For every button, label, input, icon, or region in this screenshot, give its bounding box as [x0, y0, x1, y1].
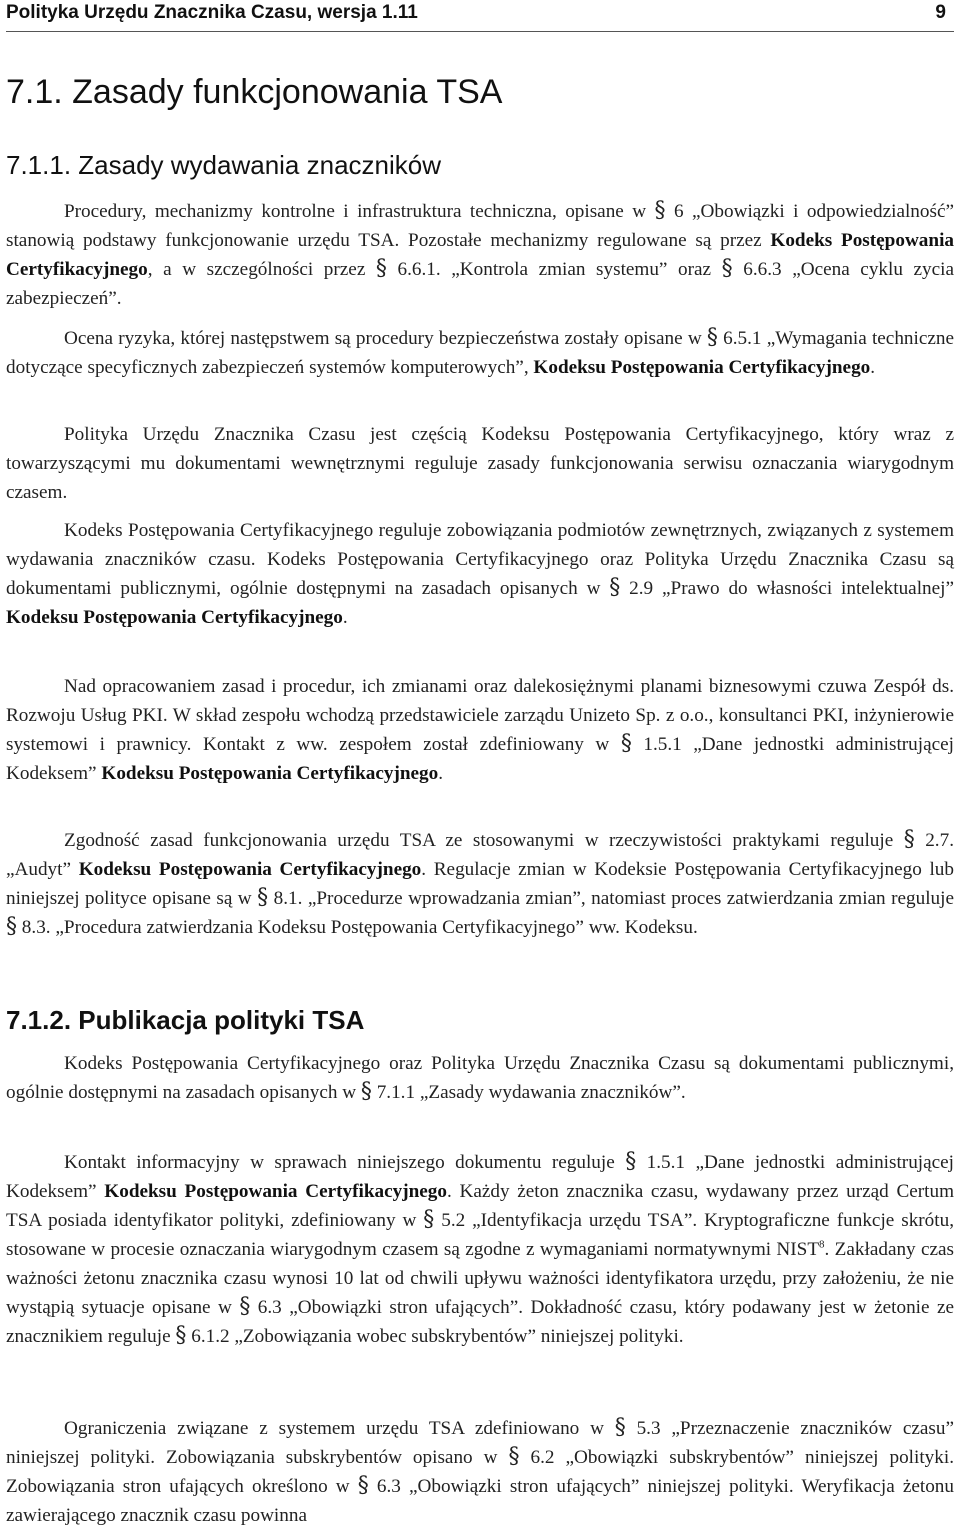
document-reference: Kodeks Postępowania Certyfikacyjnego — [6, 230, 954, 280]
document-reference: Kodeksu Postępowania Certyfikacyjnego — [78, 859, 422, 880]
header-divider — [6, 31, 954, 32]
section-sign: § — [609, 575, 621, 600]
section-sign: § — [6, 914, 17, 939]
paragraph: Kodeks Postępowania Certyfikacyjnego oraz Polityka Urzędu Znacznika Czasu są dokumentami publicznymi, ogólnie dostępnymi na zasadach opisanych w § 7.1.1 „Zasady wydawania znaczników”. — [6, 1053, 954, 1104]
paragraph: Procedury, mechanizmy kontrolne i infrastruktura techniczna, opisane w § 6 „Obowiązki i odpowiedzialność” stanowią podstawy funkcjonowanie urzędu TSA. Pozostałe mechanizmy regulowane są przez Kodeks Postępowania Certyfikacyjnego, a w szczególności przez § 6.6.1. „Kontrola zmian systemu” oraz § 6.6.3 „Ocena cyklu zycia zabezpieczeń”. — [6, 198, 954, 309]
section-sign: § — [721, 256, 733, 281]
paragraph: Kontakt informacyjny w sprawach niniejszego dokumentu reguluje § 1.5.1 „Dane jednostki administrującej Kodeksem” Kodeksu Postępowania Certyfikacyjnego. Każdy żeton znacznika czasu, wydawany przez urząd Certum TSA posiada identyfikator polityki, zdefiniowany w § 5.2 „Identyfikacja urzędu TSA”. Kryptograficzne funkcje skrótu, stosowane w procesie oznaczania wiarygodnym czasem są zgodne z wymaganiami normatywnymi NIST$^8$. Zakładany czas ważności żetonu znacznika czasu wynosi 10 lat od chwili upływu ważności identyfikatora urzędu, przy założeniu, że nie wystąpią sytuacje opisane w § 6.3 „Obowiązki stron ufających”. Dokładność czasu, który podawany jest w żetonie ze znacznikiem reguluje § 6.1.2 „Zobowiązania wobec subskrybentów” niniejszej polityki. — [6, 1149, 954, 1348]
paragraph: Kodeks Postępowania Certyfikacyjnego reguluje zobowiązania podmiotów zewnętrznych, związanych z systemem wydawania znaczników czasu. Kodeks Postępowania Certyfikacyjnego oraz Polityka Urzędu Znacznika Czasu są dokumentami publicznymi, ogólnie dostępnymi na zasadach opisanych w § 2.9 „Prawo do własności intelektualnej” Kodeksu Postępowania Certyfikacyjnego. — [6, 520, 954, 628]
section-sign: § — [614, 1415, 626, 1440]
running-header-title: Polityka Urzędu Znacznika Czasu, wersja 1.11 — [6, 2, 418, 23]
section-sign: § — [903, 827, 915, 852]
paragraph: Polityka Urzędu Znacznika Czasu jest częścią Kodeksu Postępowania Certyfikacyjnego, który wraz z towarzyszącymi mu dokumentami wewnętrznymi reguluje zasady funkcjonowania serwisu oznaczania wiarygodnym czasem. — [6, 424, 954, 503]
paragraph: Ocena ryzyka, której następstwem są procedury bezpieczeństwa zostały opisane w § 6.5.1 „Wymagania techniczne dotyczące specyficznych zabezpieczeń systemów komputerowych”, Kodeksu Postępowania Certyfikacyjnego. — [6, 325, 954, 378]
section-sign: § — [375, 256, 387, 281]
paragraph: Zgodność zasad funkcjonowania urzędu TSA ze stosowanymi w rzeczywistości praktykami reguluje § 2.7. „Audyt” Kodeksu Postępowania Certyfikacyjnego. Regulacje zmian w Kodeksie Postępowania Certyfikacyjnego lub niniejszej polityce opisane są w § 8.1. „Procedurze wprowadzania zmian”, natomiast proces zatwierdzania zmian reguluje § 8.3. „Procedura zatwierdzania Kodeksu Postępowania Certyfikacyjnego” ww. Kodeksu. — [6, 827, 954, 939]
section-sign: § — [239, 1294, 251, 1319]
section-sign: § — [423, 1207, 435, 1232]
section-sign: § — [360, 1079, 372, 1104]
section-sign: § — [357, 1473, 369, 1498]
footnote-marker: 8 — [819, 1238, 825, 1251]
paragraph: Nad opracowaniem zasad i procedur, ich zmianami oraz dalekosiężnymi planami biznesowymi czuwa Zespół ds. Rozwoju Usług PKI. W skład zespołu wchodzą przedstawiciele zarządu Unizeto Sp. z o.o., konsultanci PKI, inżynierowie systemowi i prawnicy. Kontakt z ww. zespołem został zdefiniowany w § 1.5.1 „Dane jednostki administrującej Kodeksem” Kodeksu Postępowania Certyfikacyjnego. — [6, 676, 954, 784]
document-reference: Kodeksu Postępowania Certyfikacyjnego — [101, 763, 439, 784]
section-sign: § — [620, 731, 632, 756]
subsection-heading-7-1-2: 7.1.2. Publikacja polityki TSA — [6, 1005, 365, 1035]
document-reference: Kodeksu Postępowania Certyfikacyjnego — [104, 1181, 447, 1202]
section-sign: § — [654, 198, 666, 223]
section-sign: § — [625, 1149, 637, 1174]
document-reference: Kodeksu Postępowania Certyfikacyjnego — [6, 607, 343, 628]
paragraph: Ograniczenia związane z systemem urzędu TSA zdefiniowano w § 5.3 „Przeznaczenie znaczników czasu” niniejszej polityki. Zobowiązania subskrybentów opisano w § 6.2 „Obowiązki subskrybentów” niniejszej polityki. Zobowiązania stron ufających określono w § 6.3 „Obowiązki stron ufających” niniejszej polityki. Weryfikacja żetonu zawierającego znacznik czasu powinna — [6, 1415, 955, 1526]
section-sign: § — [706, 325, 718, 350]
section-heading: 7.1. Zasady funkcjonowania TSA — [6, 73, 503, 111]
page-number: 9 — [935, 2, 946, 23]
section-sign: § — [508, 1444, 520, 1469]
section-sign: § — [257, 885, 269, 910]
section-sign: § — [175, 1323, 187, 1348]
document-reference: Kodeksu Postępowania Certyfikacyjnego — [533, 357, 871, 378]
subsection-heading-7-1-1: 7.1.1. Zasady wydawania znaczników — [6, 150, 442, 180]
